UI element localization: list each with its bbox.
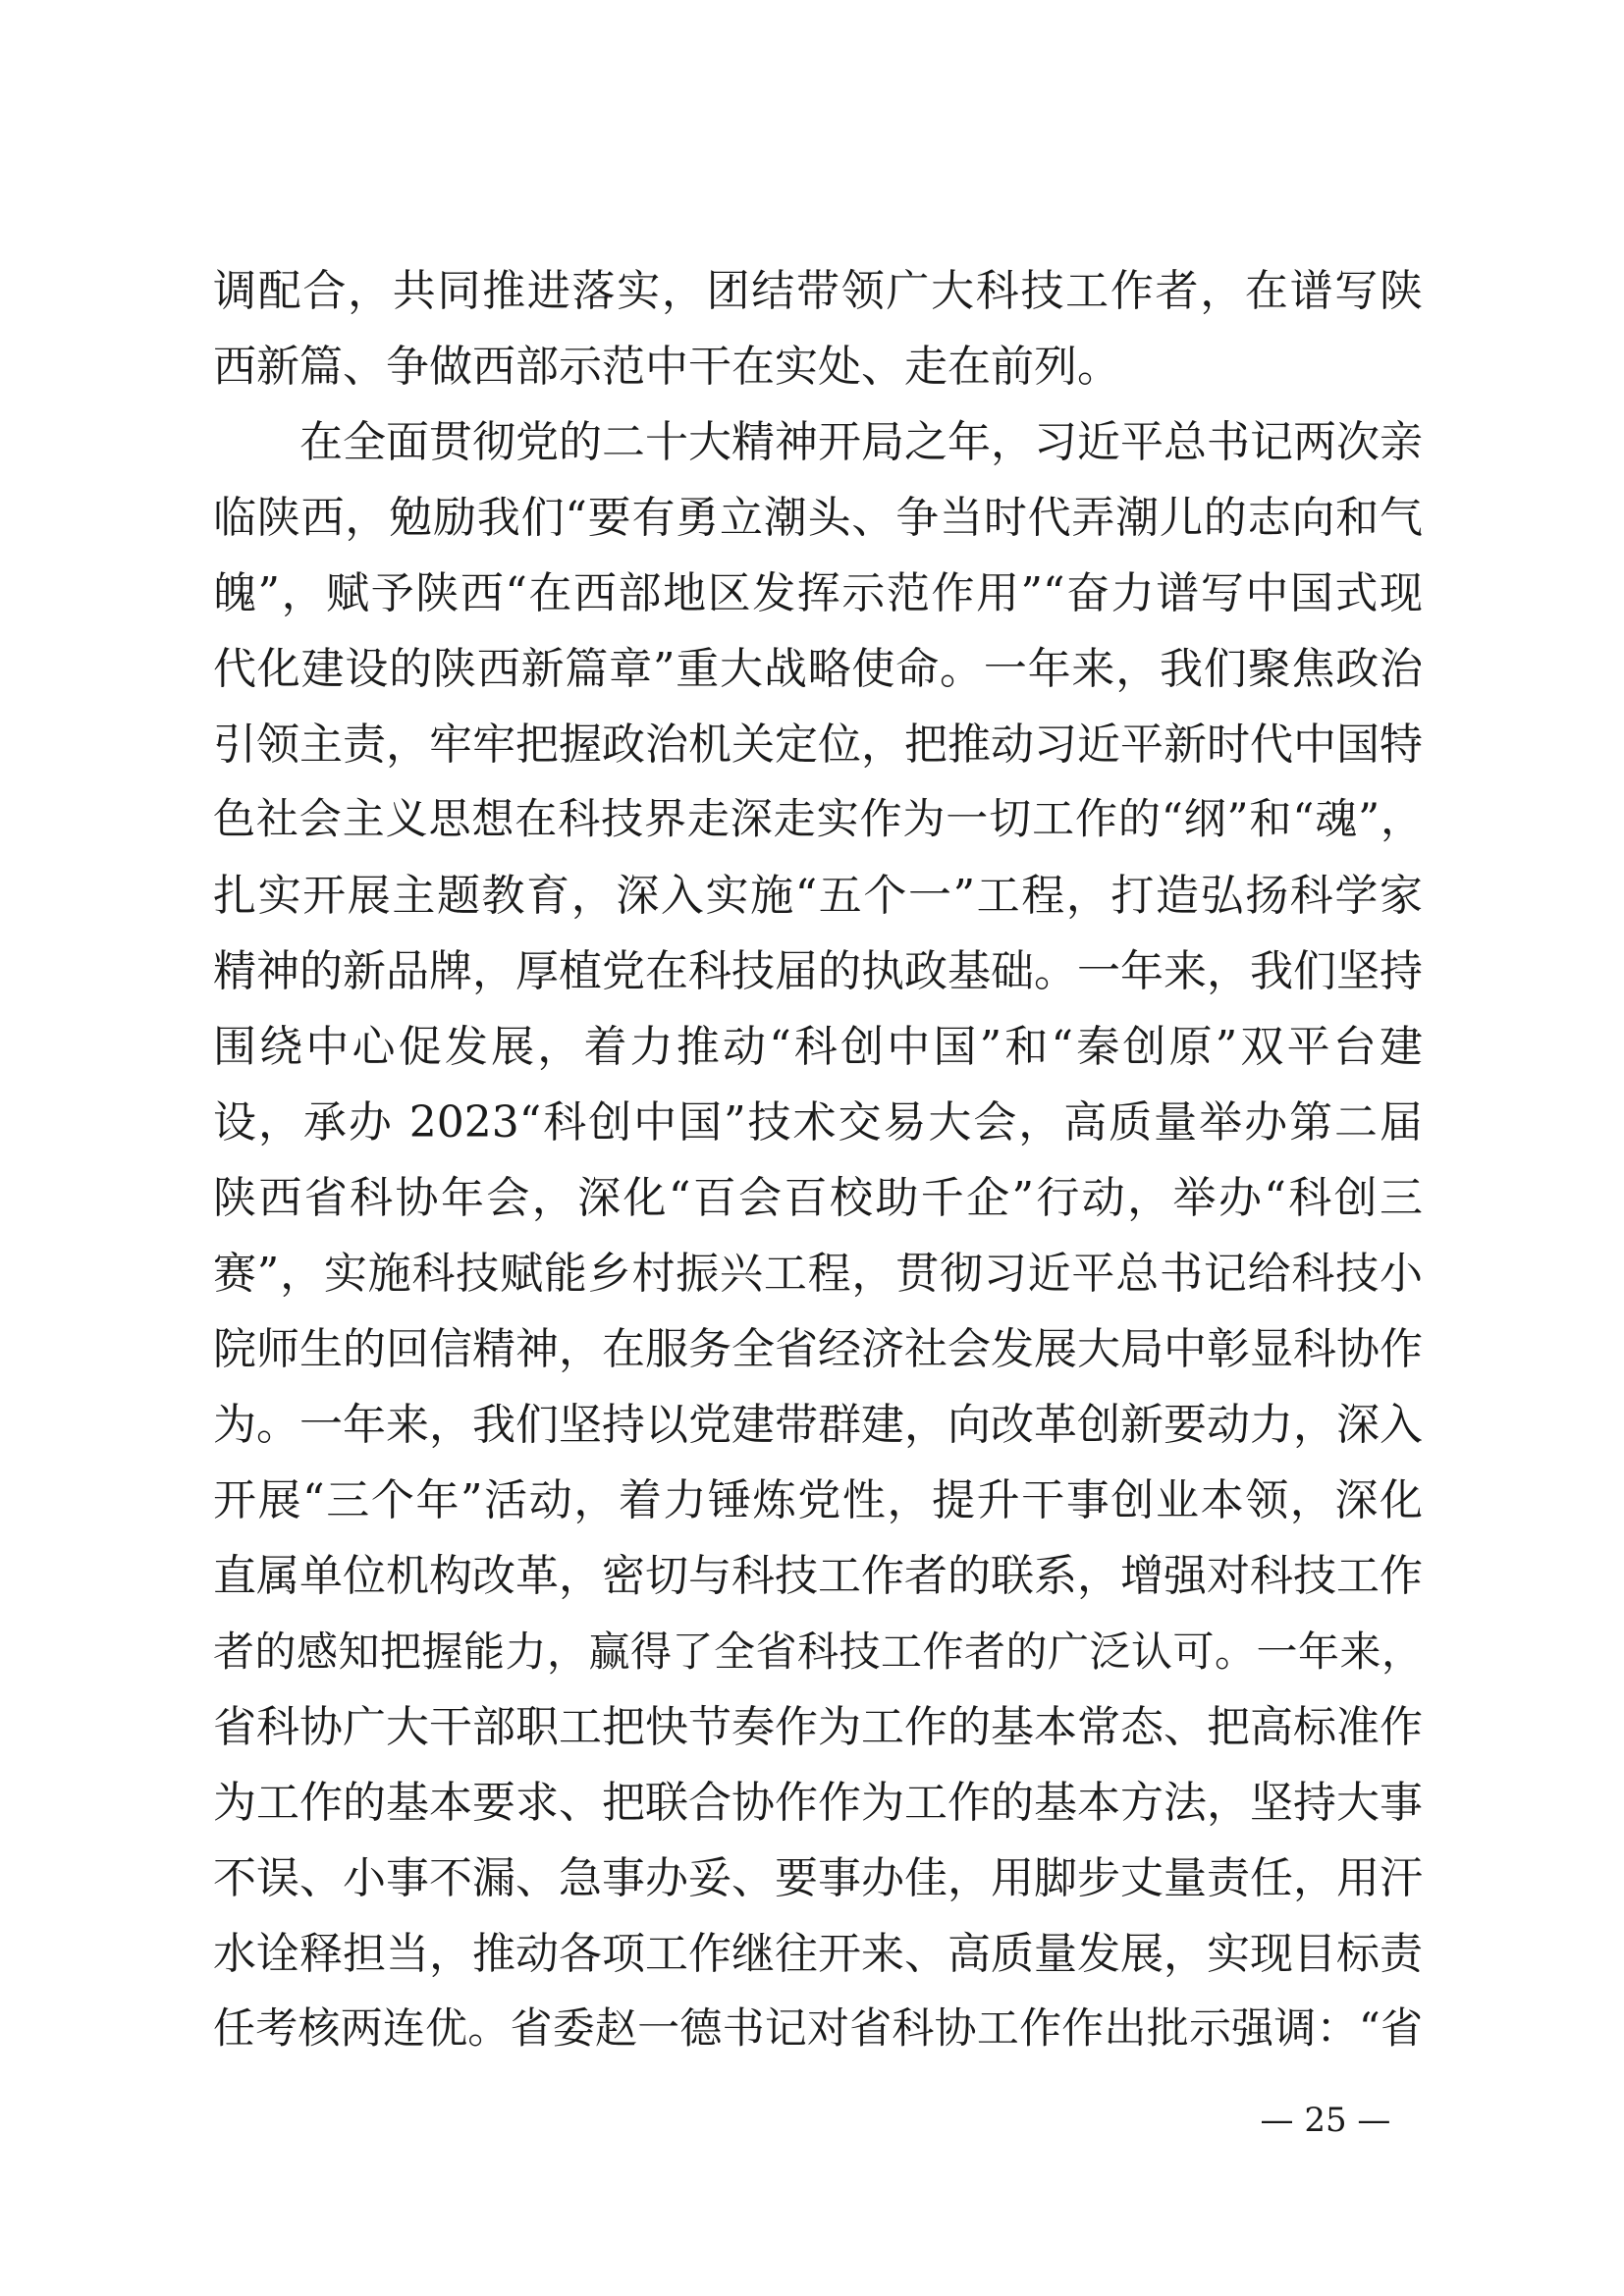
text-line: 院师生的回信精神，在服务全省经济社会发展大局中彰显科协作 [213,1324,1423,1374]
text-line: 魄”，赋予陕西“在西部地区发挥示范作用”“奋力谱写中国式现 [213,568,1423,618]
text-line: 赛”，实施科技赋能乡村振兴工程，贯彻习近平总书记给科技小 [213,1249,1423,1299]
text-line: 色社会主义思想在科技界走深走实作为一切工作的“纲”和“魂”， [213,795,1423,844]
text-line: 省科协广大干部职工把快节奏作为工作的基本常态、把高标准作 [213,1702,1423,1752]
text-line: 水诠释担当，推动各项工作继往开来、高质量发展，实现目标责 [213,1929,1423,1979]
text-line: 不误、小事不漏、急事办妥、要事办佳，用脚步丈量责任，用汗 [213,1853,1423,1903]
text-line: 开展“三个年”活动，着力锤炼党性，提升干事创业本领，深化 [213,1475,1423,1525]
text-line: 围绕中心促发展，着力推动“科创中国”和“秦创原”双平台建 [213,1022,1423,1072]
text-line: 者的感知把握能力，赢得了全省科技工作者的广泛认可。一年来， [213,1628,1423,1676]
text-line: 设，承办 2023“科创中国”技术交易大会，高质量举办第二届 [213,1097,1423,1148]
text-line: 引领主责，牢牢把握政治机关定位，把推动习近平新时代中国特 [213,720,1423,770]
text-line: 精神的新品牌，厚植党在科技届的执政基础。一年来，我们坚持 [213,946,1423,996]
body-text [213,253,1423,2067]
text-line: 为。一年来，我们坚持以党建带群建，向改革创新要动力，深入 [213,1400,1423,1450]
text-line: 为工作的基本要求、把联合协作作为工作的基本方法，坚持大事 [213,1778,1423,1828]
text-line: 直属单位机构改革，密切与科技工作者的联系，增强对科技工作 [213,1551,1423,1601]
text-line: 调配合，共同推进落实，团结带领广大科技工作者，在谱写陕 [213,266,1423,316]
text-line: 西新篇、争做西部示范中干在实处、走在前列。 [213,342,1120,392]
text-line: 扎实开展主题教育，深入实施“五个一”工程，打造弘扬科学家 [213,871,1423,921]
text-line: 陕西省科协年会，深化“百会百校助千企”行动，举办“科创三 [213,1173,1423,1223]
text-line: 代化建设的陕西新篇章”重大战略使命。一年来，我们聚焦政治 [213,644,1423,694]
page-number: — 25 — [1260,2101,1391,2140]
text-line: 任考核两连优。省委赵一德书记对省科协工作作出批示强调：“省 [213,2004,1423,2054]
paragraph-first-line: 在全面贯彻党的二十大精神开局之年，习近平总书记两次亲 [299,417,1423,467]
text-line: 临陕西，勉励我们“要有勇立潮头、争当时代弄潮儿的志向和气 [213,493,1423,543]
